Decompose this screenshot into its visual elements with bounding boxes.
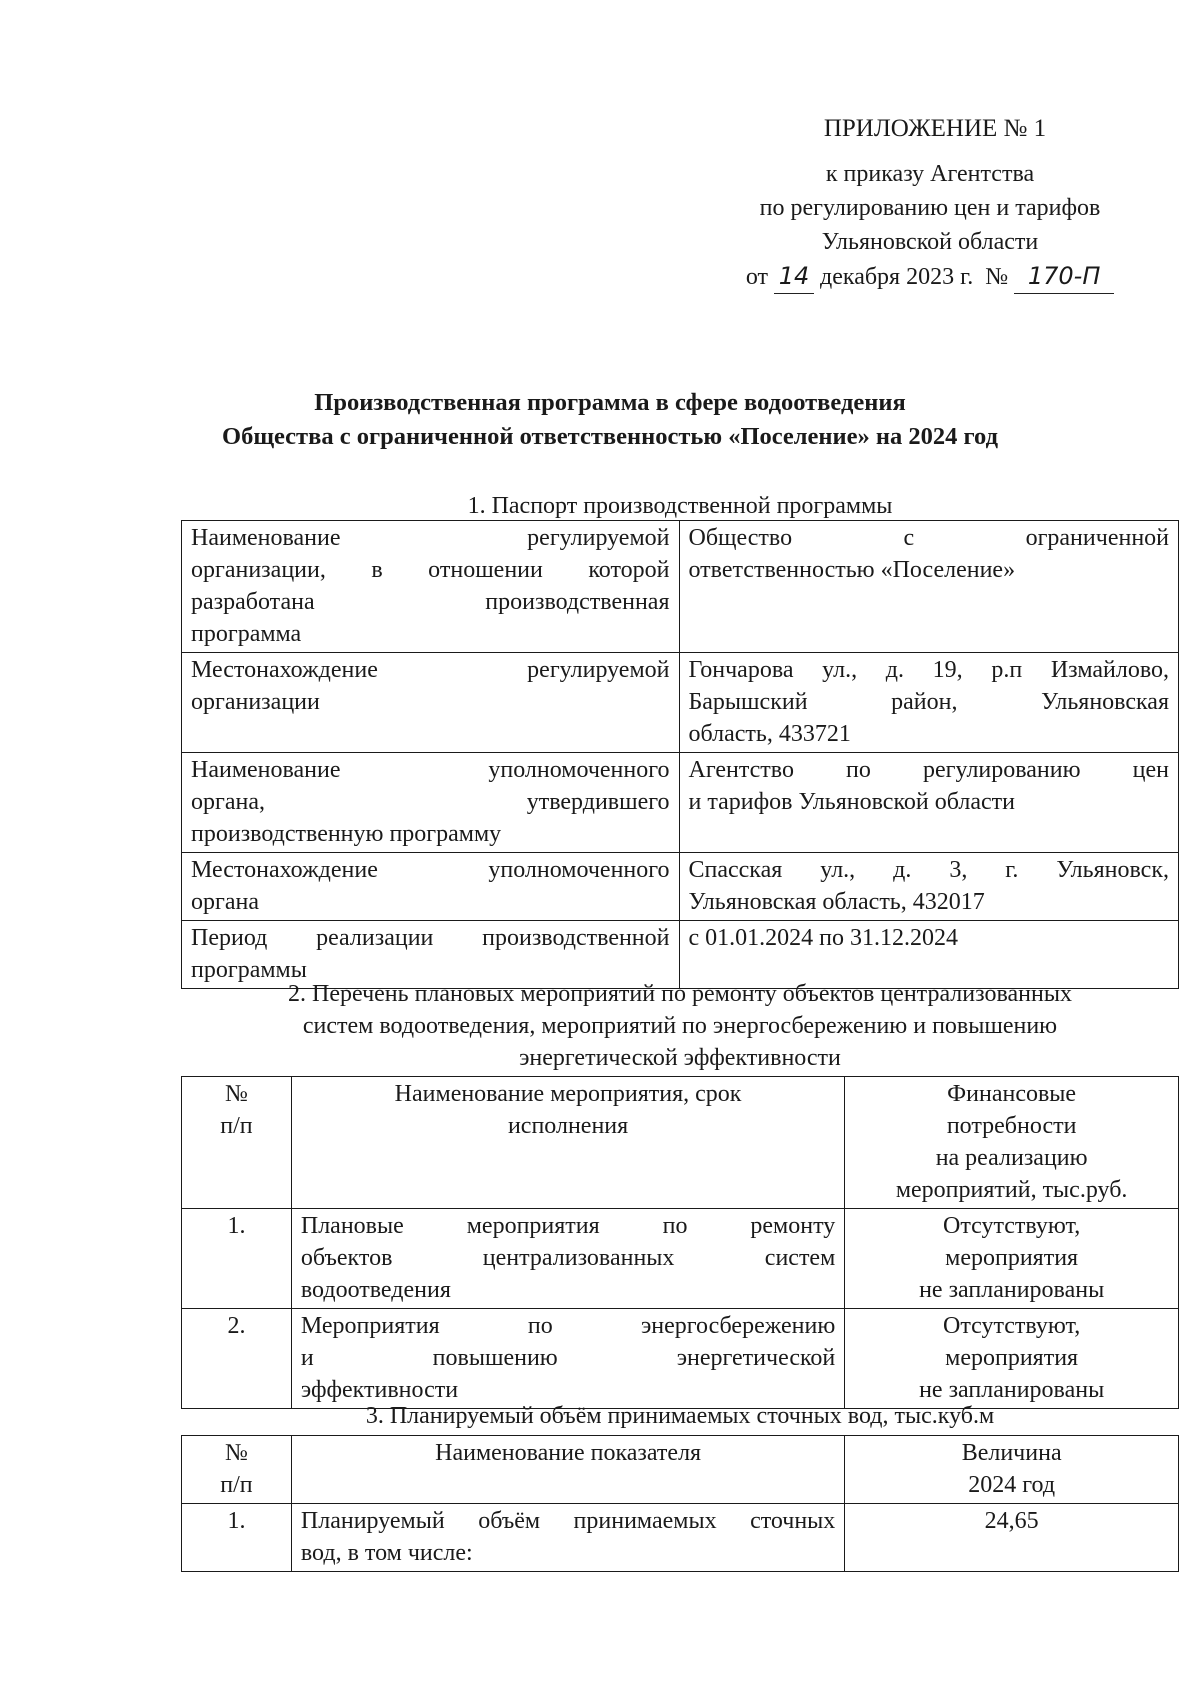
passport-value-line-1: Общество с ограниченной — [688, 525, 1169, 551]
header-num-line-2: п/п — [220, 1113, 253, 1139]
section-2-caption — [181, 978, 1179, 1074]
header-num — [182, 1436, 292, 1504]
activity-name-line-2: объектов централизованных систем — [300, 1245, 836, 1271]
table-header-row — [182, 1436, 1179, 1504]
section-2-caption-line-2: систем водоотведения, мероприятий по энергосбережению и повышению — [302, 1013, 1058, 1039]
activity-name-line-3: водоотведения — [300, 1277, 451, 1303]
passport-label-line-1: Наименование регулируемой — [191, 525, 670, 551]
activity-name-line-2: и повышению энергетической — [300, 1345, 836, 1371]
passport-label-line-3: производственную программу — [191, 821, 502, 847]
header-finance-line-2: потребности — [946, 1113, 1077, 1139]
passport-value-line-2: и тарифов Ульяновской области — [688, 789, 1015, 815]
passport-label-line-4: программа — [191, 621, 302, 647]
date-rest: декабря 2023 г. — [820, 264, 974, 290]
passport-label-line-1: Местонахождение уполномоченного — [191, 857, 670, 883]
title-line-2: Общества с ограниченной ответственностью «Поселение» на 2024 год — [222, 423, 998, 450]
table-row — [182, 521, 1179, 653]
header-num-line-1: № — [224, 1081, 248, 1107]
finance-line-2: мероприятия — [945, 1245, 1079, 1271]
finance-cell — [845, 1309, 1179, 1409]
finance-line-3: не запланированы — [919, 1277, 1105, 1303]
passport-label-line-2: программы — [191, 957, 307, 983]
table-row — [182, 1504, 1179, 1572]
passport-table — [181, 520, 1179, 989]
passport-label-cell — [182, 853, 680, 921]
header-finance-line-1: Финансовые — [947, 1081, 1077, 1107]
passport-label-line-1: Наименование уполномоченного — [191, 757, 670, 783]
title-line-1: Производственная программа в сфере водоотведения — [314, 389, 906, 416]
wastewater-volume-table — [181, 1435, 1179, 1572]
header-value-line-2: 2024 год — [968, 1472, 1056, 1498]
header-activity-line-1: Наименование мероприятия, срок — [394, 1081, 742, 1107]
document-title — [180, 386, 1040, 454]
indicator-value-cell: 24,65 — [845, 1504, 1179, 1572]
activity-name-line-1: Плановые мероприятия по ремонту — [300, 1213, 836, 1239]
appendix-title: ПРИЛОЖЕНИЕ № 1 — [823, 115, 1047, 142]
passport-label-line-2: органа — [191, 889, 259, 915]
indicator-name-line-1: Планируемый объём принимаемых сточных — [300, 1508, 836, 1534]
header-finance — [845, 1077, 1179, 1209]
handwritten-order-number: 170-П — [1014, 259, 1114, 294]
indicator-name-cell — [291, 1504, 844, 1572]
passport-label-line-3: разработана производственная — [191, 589, 670, 615]
passport-label-line-2: органа, утвердившего — [191, 789, 670, 815]
passport-value-line-2: Барышский район, Ульяновская — [688, 689, 1169, 715]
passport-label-line-1: Период реализации производственной — [191, 925, 670, 951]
header-indicator-name: Наименование показателя — [291, 1436, 844, 1504]
indicator-name-line-2: вод, в том числе: — [300, 1540, 473, 1566]
passport-value-line-1: Спасская ул., д. 3, г. Ульяновск, — [688, 857, 1169, 883]
finance-line-3: не запланированы — [919, 1377, 1105, 1403]
finance-line-1: Отсутствуют, — [943, 1213, 1081, 1239]
passport-label-cell — [182, 653, 680, 753]
number-prefix: № — [985, 264, 1009, 290]
finance-line-1: Отсутствуют, — [943, 1313, 1081, 1339]
section-2-caption-line-1: 2. Перечень плановых мероприятий по ремонту объектов централизованных — [288, 981, 1072, 1007]
header-num-line-1: № — [224, 1440, 248, 1466]
passport-label-line-1: Местонахождение регулируемой — [191, 657, 670, 683]
table-row — [182, 753, 1179, 853]
finance-cell — [845, 1209, 1179, 1309]
table-row — [182, 1309, 1179, 1409]
passport-label-line-2: организации — [191, 689, 320, 715]
section-3-caption: 3. Планируемый объём принимаемых сточных вод, тыс.куб.м — [365, 1403, 995, 1429]
table-row — [182, 653, 1179, 753]
passport-value-cell — [679, 753, 1179, 853]
header-finance-line-3: на реализацию — [935, 1145, 1088, 1171]
header-finance-line-4: мероприятий, тыс.руб. — [895, 1177, 1128, 1203]
passport-value-line-3: область, 433721 — [688, 721, 851, 747]
passport-label-cell — [182, 521, 680, 653]
passport-label-cell — [182, 753, 680, 853]
table-row — [182, 853, 1179, 921]
table-header-row — [182, 1077, 1179, 1209]
header-activity-line-2: исполнения — [507, 1113, 629, 1139]
passport-value-cell — [679, 653, 1179, 753]
passport-value-cell — [679, 521, 1179, 653]
appendix-line-3: Ульяновской области — [821, 229, 1039, 255]
activity-name-line-1: Мероприятия по энергосбережению — [300, 1313, 836, 1339]
finance-line-2: мероприятия — [945, 1345, 1079, 1371]
passport-value-line-1: Гончарова ул., д. 19, р.п Измайлово, — [688, 657, 1169, 683]
activity-name-line-3: эффективности — [300, 1377, 459, 1403]
section-1-caption: 1. Паспорт производственной программы — [467, 493, 893, 519]
row-number: 2. — [182, 1309, 292, 1409]
header-num-line-2: п/п — [220, 1472, 253, 1498]
passport-label-line-2: организации, в отношении которой — [191, 557, 670, 583]
row-number: 1. — [182, 1209, 292, 1309]
header-activity-name — [291, 1077, 844, 1209]
row-number: 1. — [182, 1504, 292, 1572]
appendix-line-1: к приказу Агентства — [825, 161, 1035, 187]
passport-value-line-1: Агентство по регулированию цен — [688, 757, 1169, 783]
table-row — [182, 1209, 1179, 1309]
activity-name-cell — [291, 1209, 844, 1309]
section-2-caption-line-3: энергетической эффективности — [519, 1045, 841, 1071]
handwritten-day: 14 — [774, 259, 814, 294]
order-date-line — [720, 259, 1140, 294]
passport-value-line-2: ответственностью «Поселение» — [688, 557, 1016, 583]
passport-value-line-1: с 01.01.2024 по 31.12.2024 — [688, 925, 958, 951]
date-prefix: от — [745, 264, 769, 290]
activities-table — [181, 1076, 1179, 1409]
appendix-header — [720, 112, 1140, 294]
passport-value-cell — [679, 853, 1179, 921]
header-num — [182, 1077, 292, 1209]
header-value-line-1: Величина — [961, 1440, 1062, 1466]
activity-name-cell — [291, 1309, 844, 1409]
header-value — [845, 1436, 1179, 1504]
appendix-line-2: по регулированию цен и тарифов — [759, 195, 1101, 221]
passport-value-line-2: Ульяновская область, 432017 — [688, 889, 985, 915]
